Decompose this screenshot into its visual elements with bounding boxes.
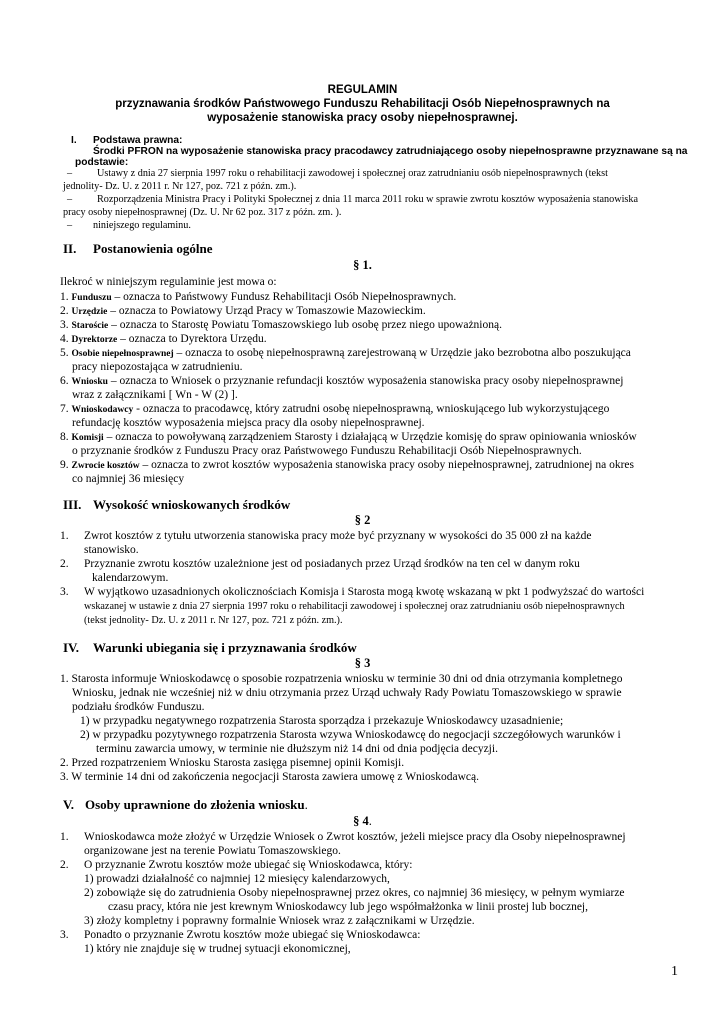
definition-term: Osobie niepełnosprawnej xyxy=(71,349,174,359)
definition-item: 6. Wniosku – oznacza to Wniosek o przyznanie refundacji kosztów wyposażenia stanowiska pracy osoby niepełnosprawnej xyxy=(60,375,624,387)
definition-term: Staroście xyxy=(71,321,109,331)
paragraph-1-heading: § 1. xyxy=(353,258,372,272)
eligibility-item-2-line-1: O przyznanie Zwrotu kosztów może ubiegać się Wnioskodawca, który: xyxy=(84,859,413,871)
definition-item-continuation: pracy niepozostająca w zatrudnieniu. xyxy=(72,361,243,373)
definition-item: 5. Osobie niepełnosprawnej – oznacza to osobę niepełnosprawną zarejestrowaną w Urzędzie jako bezrobotna albo poszukująca xyxy=(60,347,631,359)
conditions-line-1: 1. Starosta informuje Wnioskodawcę o sposobie rozpatrzenia wniosku w terminie 30 dni od dnia otrzymania kompletnego xyxy=(60,673,623,685)
document-subtitle-line-1: przyznawania środków Państwowego Funduszu Rehabilitacji Osób Niepełnosprawnych na xyxy=(115,98,610,110)
definition-term: Wniosku xyxy=(71,377,108,387)
funds-item-1-line-2: stanowisko. xyxy=(84,544,139,556)
eligibility-subitem-1: 1) prowadzi działalność co najmniej 12 miesięcy kalendarzowych, xyxy=(84,873,390,885)
legal-basis-dash-1: – xyxy=(67,168,73,179)
legal-basis-3: niniejszego regulaminu. xyxy=(93,220,191,231)
legal-basis-1-line-2: jednolity- Dz. U. z 2011 r. Nr 127, poz. 721 z późn. zm.). xyxy=(63,181,297,192)
section-1-intro-line-1: Środki PFRON na wyposażenie stanowiska pracy pracodawcy zatrudniającego osoby niepełnosprawne przyznawane są na xyxy=(93,146,688,157)
section-1-number: I. xyxy=(71,135,77,146)
section-5-title: Osoby uprawnione do złożenia wniosku. xyxy=(85,797,308,812)
funds-item-2-line-1: Przyznanie zwrotu kosztów uzależnione jest od posiadanych przez Urząd środków na ten cel w danym roku xyxy=(84,558,580,570)
document-subtitle-line-2: wyposażenie stanowiska pracy osoby niepełnosprawnej. xyxy=(207,112,518,124)
paragraph-2-heading: § 2 xyxy=(354,513,371,527)
eligibility-subitem-2-line-1: 2) zobowiąże się do zatrudnienia Osoby niepełnosprawnej przez okres, co najmniej 36 miesięcy, w pełnym wymiarze xyxy=(84,887,625,899)
definition-item: 2. Urzędzie – oznacza to Powiatowy Urząd Pracy w Tomaszowie Mazowieckim. xyxy=(60,305,426,317)
eligibility-subitem-2-line-2: czasu pracy, która nie jest krewnym Wnioskodawcy lub jego współmałżonka w linii prostej lub bocznej, xyxy=(108,901,589,913)
eligibility-item-2-number: 2. xyxy=(60,859,69,871)
funds-item-3-line-3: (tekst jednolity- Dz. U. z 2011 r. Nr 127, poz. 721 z późn. zm.). xyxy=(84,615,343,626)
legal-basis-2-line-1: Rozporządzenia Ministra Pracy i Polityki Społecznej z dnia 11 marca 2011 roku w sprawie zwrotu kosztów wyposażenia stanowiska xyxy=(97,194,639,205)
funds-item-1-number: 1. xyxy=(60,530,69,542)
eligibility-item-1-number: 1. xyxy=(60,831,69,843)
conditions-line-4: 1) w przypadku negatywnego rozpatrzenia Starosta sporządza i przekazuje Wnioskodawcy uzasadnienie; xyxy=(80,715,564,727)
document-title: REGULAMIN xyxy=(327,84,398,96)
section-1-title: Podstawa prawna: xyxy=(93,135,183,146)
definition-item-continuation: wraz z załącznikami [ Wn - W (2) ]. xyxy=(72,389,238,401)
funds-item-2-line-2: kalendarzowym. xyxy=(92,572,169,584)
eligibility-item-1-line-2: organizowane jest na terenie Powiatu Tomaszowskiego. xyxy=(84,845,341,857)
definition-item: 9. Zwrocie kosztów – oznacza to zwrot kosztów wyposażenia stanowiska pracy osoby niepełnosprawnej, zatrudnionej na okres xyxy=(60,459,635,471)
eligibility-item-1-line-1: Wnioskodawca może złożyć w Urzędzie Wniosek o Zwrot kosztów, jeżeli miejsce pracy dla Osoby niepełnosprawnej xyxy=(84,831,626,843)
definition-term: Zwrocie kosztów xyxy=(71,461,140,471)
conditions-line-5: 2) w przypadku pozytywnego rozpatrzenia Starosta wzywa Wnioskodawcę do negocjacji szczegółowych warunków i xyxy=(80,729,621,741)
funds-item-3-line-1: W wyjątkowo uzasadnionych okolicznościach Komisja i Starosta mogą kwotę wskazaną w pkt 1 podwyższać do wartości xyxy=(84,586,645,598)
definition-item: 4. Dyrektorze – oznacza to Dyrektora Urzędu. xyxy=(60,333,267,345)
page-number: 1 xyxy=(671,964,678,979)
paragraph-3-heading: § 3 xyxy=(354,656,371,670)
section-3-number: III. xyxy=(63,497,82,512)
definition-item: 1. Funduszu – oznacza to Państwowy Fundusz Rehabilitacji Osób Niepełnosprawnych. xyxy=(60,291,457,303)
definition-term: Wnioskodawcy xyxy=(71,405,134,415)
section-4-title: Warunki ubiegania się i przyznawania środków xyxy=(93,640,357,655)
paragraph-4-heading: § 4. xyxy=(353,814,372,828)
section-5-number: V. xyxy=(63,797,74,812)
conditions-line-7: 2. Przed rozpatrzeniem Wniosku Starosta zasięga pisemnej opinii Komisji. xyxy=(60,757,405,769)
definition-item-continuation: o przyznanie środków z Funduszu Pracy oraz Państwowego Funduszu Rehabilitacji Osób Niepełnosprawnych. xyxy=(72,445,582,457)
definition-term: Urzędzie xyxy=(71,307,108,317)
definition-item-continuation: refundację kosztów wyposażenia miejsca pracy dla osoby niepełnosprawnej. xyxy=(72,417,425,429)
eligibility-subitem-3: 3) złoży kompletny i poprawny formalnie Wniosek wraz z załącznikami w Urzędzie. xyxy=(84,915,475,927)
conditions-line-8: 3. W terminie 14 dni od zakończenia negocjacji Starosta zawiera umowę z Wnioskodawcą. xyxy=(60,771,479,783)
definition-item: 3. Staroście – oznacza to Starostę Powiatu Tomaszowskiego lub osobę przez niego upoważnioną. xyxy=(60,319,502,331)
eligibility-item-3-line-1: Ponadto o przyznanie Zwrotu kosztów może ubiegać się Wnioskodawca: xyxy=(84,929,421,941)
conditions-line-6: terminu zawarcia umowy, w terminie nie dłuższym niż 14 dni od dnia podjęcia decyzji. xyxy=(96,743,498,755)
definition-item: 7. Wnioskodawcy - oznacza to pracodawcę, który zatrudni osobę niepełnosprawną, wnioskującego lub wykorzystującego xyxy=(60,403,610,415)
eligibility-subitem-4: 1) który nie znajduje się w trudnej sytuacji ekonomicznej, xyxy=(84,943,351,955)
definition-item: 8. Komisji – oznacza to powoływaną zarządzeniem Starosty i działającą w Urzędzie komisję do spraw opiniowania wniosków xyxy=(60,431,637,443)
funds-item-3-line-2: wskazanej w ustawie z dnia 27 sierpnia 1997 roku o rehabilitacji zawodowej i społecznej oraz zatrudnianiu osób niepełnosprawnych xyxy=(84,601,625,612)
definition-term: Dyrektorze xyxy=(71,335,118,345)
definition-item-continuation: co najmniej 36 miesięcy xyxy=(72,473,185,485)
section-4-number: IV. xyxy=(63,640,80,655)
section-2-title: Postanowienia ogólne xyxy=(93,241,213,256)
funds-item-2-number: 2. xyxy=(60,558,69,570)
conditions-line-3: podziału środków Funduszu. xyxy=(72,701,205,713)
definition-term: Komisji xyxy=(71,433,104,443)
legal-basis-dash-2: – xyxy=(67,194,73,205)
section-1-intro-line-2: podstawie: xyxy=(75,157,129,168)
section-2-number: II. xyxy=(63,241,77,256)
conditions-line-2: Wniosku, jednak nie wcześniej niż w dniu otrzymania przez Urząd uchwały Rady Powiatu Tomaszowskiego w sprawie xyxy=(72,687,622,699)
eligibility-item-3-number: 3. xyxy=(60,929,69,941)
legal-basis-2-line-2: pracy osoby niepełnosprawnej (Dz. U. Nr 62 poz. 317 z późn. zm. ). xyxy=(63,207,342,218)
legal-basis-dash-3: – xyxy=(67,220,73,231)
funds-item-1-line-1: Zwrot kosztów z tytułu utworzenia stanowiska pracy może być przyznany w wysokości do 35 000 zł na każde xyxy=(84,530,592,542)
legal-basis-1-line-1: Ustawy z dnia 27 sierpnia 1997 roku o rehabilitacji zawodowej i społecznej oraz zatrudnianiu osób niepełnosprawnych (tekst xyxy=(97,168,608,179)
definition-term: Funduszu xyxy=(71,293,112,303)
section-3-title: Wysokość wnioskowanych środków xyxy=(93,497,291,512)
funds-item-3-number: 3. xyxy=(60,586,69,598)
definitions-intro: Ilekroć w niniejszym regulaminie jest mowa o: xyxy=(60,276,277,288)
